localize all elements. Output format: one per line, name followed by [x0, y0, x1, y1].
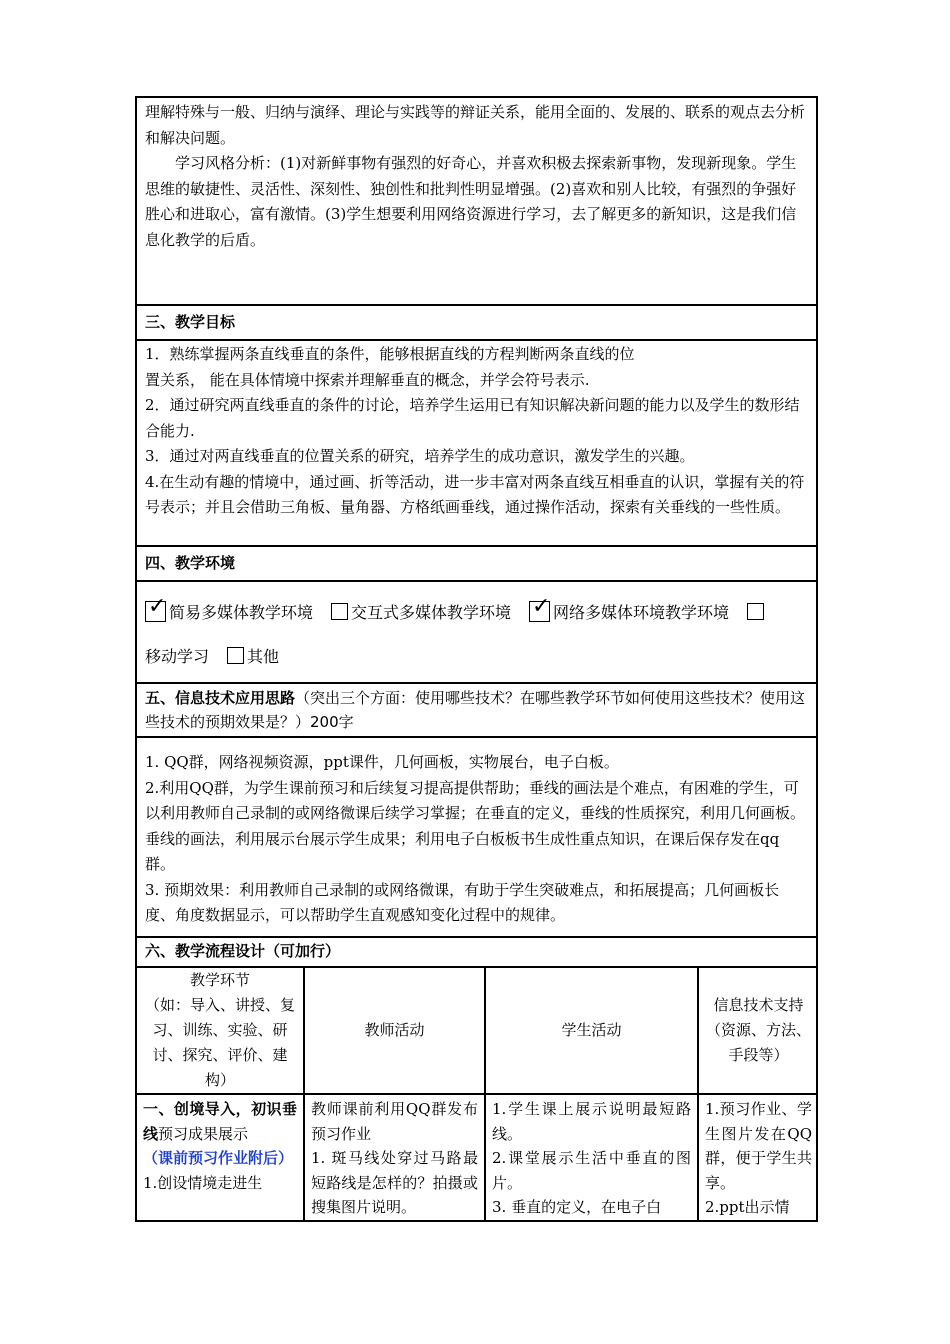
checkbox-unchecked-icon[interactable]	[331, 603, 348, 620]
stage-step: 1.创设情境走进生	[143, 1173, 263, 1192]
lesson-plan-table	[135, 96, 818, 1222]
flow-header-student: 学生活动	[485, 968, 698, 1094]
env-option-label: 网络多媒体环境教学环境	[553, 602, 730, 622]
checkbox-unchecked-icon[interactable]	[747, 603, 764, 620]
goal-item: 1．熟练掌握两条直线垂直的条件，能够根据直线的方程判断两条直线的位	[145, 345, 635, 363]
lesson-plan-page	[135, 96, 816, 1222]
section3-body	[136, 340, 817, 546]
env-option-label: 交互式多媒体教学环境	[351, 602, 512, 622]
stage-subtitle: 预习成果展示	[158, 1124, 249, 1143]
stage-title: 一、创境导入，初识垂线	[143, 1100, 297, 1143]
checkbox-checked-icon[interactable]: ✓	[145, 601, 166, 622]
tech-item: 1. QQ群，网络视频资源，ppt课件，几何画板，实物展台，电子白板。	[145, 753, 619, 771]
stage-note: （课前预习作业附后）	[143, 1149, 294, 1167]
flow-table-cell	[136, 967, 817, 1221]
flow-row1-teacher: 教师课前利用QQ群发布预习作业 1. 斑马线处穿过马路最短路线是怎样的？拍摄或搜集图片说明。	[304, 1094, 485, 1220]
learner-analysis-cell	[136, 97, 817, 305]
section4-body	[136, 581, 817, 683]
section4-title: 四、教学环境	[145, 554, 236, 572]
flow-header-tech: 信息技术支持（资源、方法、手段等）	[698, 968, 818, 1094]
learning-style-paragraph: 学习风格分析：(1)对新鲜事物有强烈的好奇心，并喜欢积极去探索新事物，发现新现象。学生思维的敏捷性、灵活性、深刻性、独创性和批判性明显增强。(2)喜欢和别人比较，有强烈的争强好胜心和进取心，富有激情。(3)学生想要利用网络资源进行学习，去了解更多的新知识，这是我们信息化教学的后盾。	[145, 154, 797, 249]
checkbox-checked-icon[interactable]: ✓	[529, 601, 550, 622]
flow-row1-student: 1.学生课上展示说明最短路线。 2.课堂展示生活中垂直的图片。 3. 垂直的定义，在电子白	[485, 1094, 698, 1220]
section3-title: 三、教学目标	[145, 313, 236, 331]
section5-subtitle: （突出三个方面：使用哪些技术？在哪些教学环节如何使用这些技术？使用这些技术的预期效果是？）200字	[145, 689, 806, 731]
flow-header-stage: 教学环节 （如：导入、讲授、复习、训练、实验、研讨、探究、评价、建构）	[137, 968, 304, 1094]
section5-title: 五、信息技术应用思路	[145, 689, 296, 707]
flow-table	[137, 968, 818, 1220]
checkbox-unchecked-icon[interactable]	[227, 647, 244, 664]
tech-item: 2.利用QQ群，为学生课前预习和后续复习提高提供帮助；垂线的画法是个难点，有困难的学生，可以利用教师自己录制的或网络微课后续学习掌握；在垂直的定义，垂线的性质探究，利用几何画板。垂线的画法，利用展示台展示学生成果；利用电子白板板书生成性重点知识，在课后保存发在qq群。	[145, 778, 806, 873]
goal-item: 3．通过对两直线垂直的位置关系的研究，培养学生的成功意识，激发学生的兴趣。	[145, 447, 695, 465]
tech-item: 3. 预期效果：利用教师自己录制的或网络微课，有助于学生突破难点，和拓展提高；几何画板长度、角度数据显示，可以帮助学生直观感知变化过程中的规律。	[145, 880, 780, 924]
section5-header	[136, 683, 817, 737]
section6-header	[136, 937, 817, 967]
env-option-label: 移动学习	[145, 646, 210, 666]
goal-item: 2．通过研究两直线垂直的条件的讨论，培养学生运用已有知识解决新问题的能力以及学生的数形结合能力.	[145, 396, 800, 440]
analysis-paragraph-1: 理解特殊与一般、归纳与演绎、理论与实践等的辩证关系，能用全面的、发展的、联系的观点去分析和解决问题。	[145, 103, 806, 147]
section6-title: 六、教学流程设计（可加行）	[145, 942, 341, 960]
goal-item: 置关系， 能在具体情境中探索并理解垂直的概念，并学会符号表示.	[145, 370, 590, 389]
section5-body	[136, 737, 817, 937]
goal-item: 4.在生动有趣的情境中，通过画、折等活动，进一步丰富对两条直线互相垂直的认识，掌握有关的符号表示；并且会借助三角板、量角器、方格纸画垂线，通过操作活动，探索有关垂线的一些性质。	[145, 472, 805, 516]
section3-header	[136, 305, 817, 340]
env-option-label: 其他	[247, 646, 280, 666]
flow-row1-tech: 1.预习作业、学生图片发在QQ群，便于学生共享。 2.ppt出示情	[698, 1094, 818, 1220]
env-option-label: 简易多媒体教学环境	[169, 602, 314, 622]
flow-header-teacher: 教师活动	[304, 968, 485, 1094]
section4-header	[136, 546, 817, 581]
flow-row1-stage	[137, 1094, 304, 1220]
